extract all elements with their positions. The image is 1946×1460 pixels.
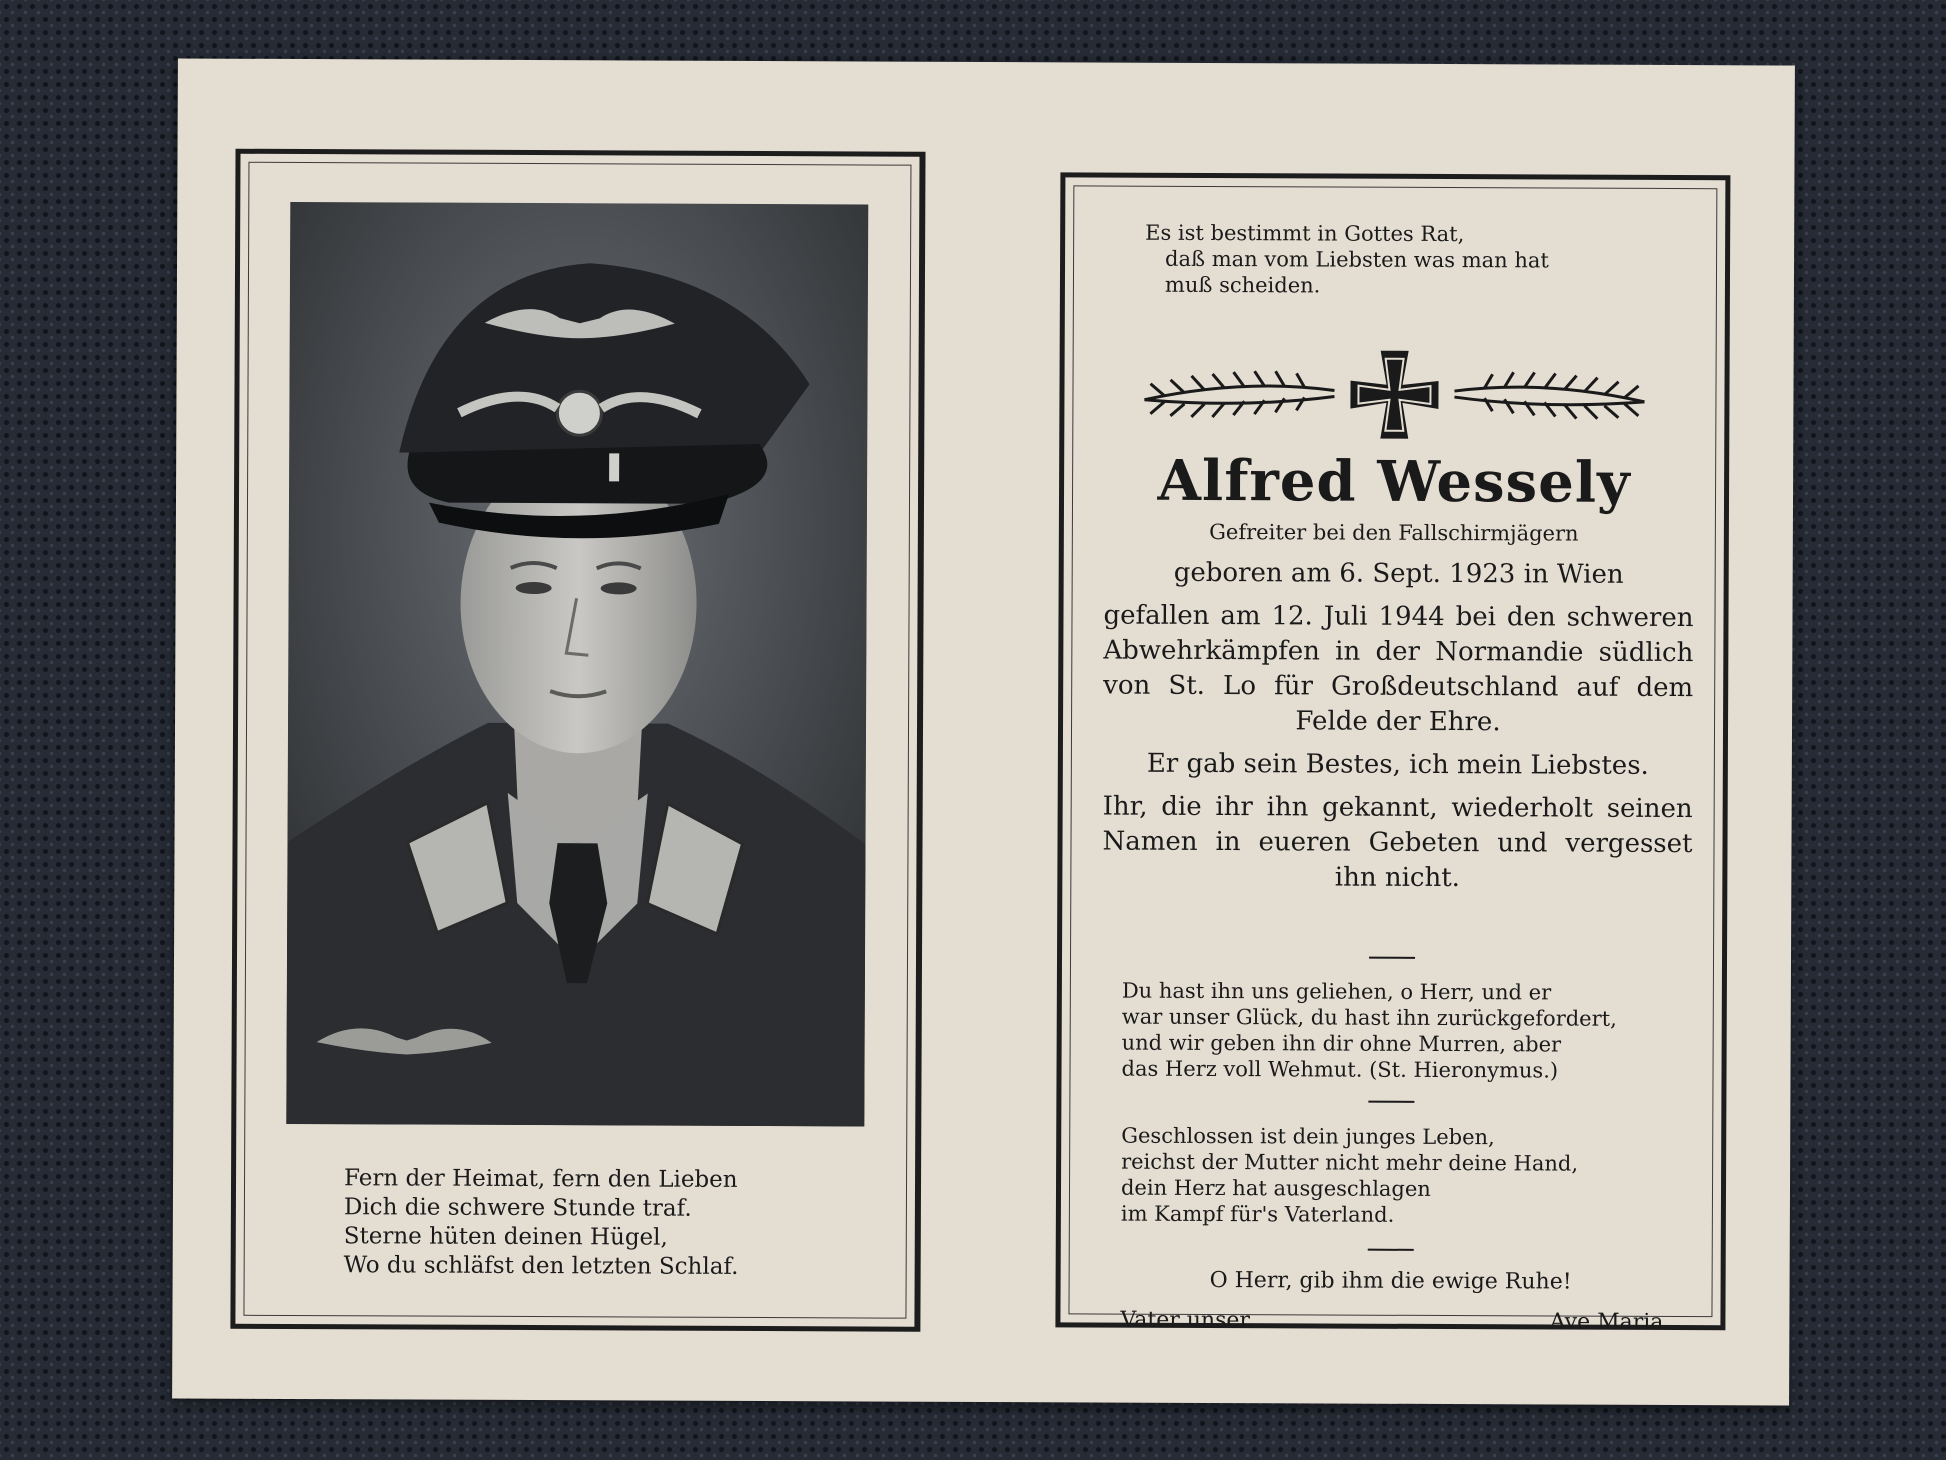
closing-left: Vater unser. (1120, 1307, 1255, 1334)
hieronymus-quote (1121, 978, 1681, 1084)
divider (1368, 1249, 1414, 1251)
iron-cross-emblem (1064, 337, 1724, 440)
quote-line: das Herz voll Wehmut. (St. Hieronymus.) (1121, 1056, 1559, 1083)
closing-right: Ave Maria. (1549, 1309, 1671, 1336)
death-paragraph: gefallen am 12. Juli 1944 bei den schweren Abwehrkämpfen in der Normandie südlich von St. Lo für Großdeutschland auf dem Felde der Ehre. (1103, 600, 1694, 738)
portrait-panel (230, 149, 925, 1332)
verse-line: Dich die schwere Stunde traf. (343, 1194, 692, 1222)
left-verse (344, 1164, 845, 1282)
prayer-line: O Herr, gib ihm die ewige Ruhe! (1209, 1267, 1572, 1295)
verse-line: Fern der Heimat, fern den Lieben (343, 1165, 738, 1193)
closing-prayers (1120, 1308, 1670, 1335)
divider (1368, 1101, 1414, 1103)
text-panel (1055, 172, 1730, 1336)
quote-line: im Kampf für's Vaterland. (1120, 1201, 1395, 1227)
portrait-icon (286, 202, 868, 1127)
remember-paragraph: Ihr, die ihr ihn gekannt, wiederholt seinen Namen in eueren Gebeten und vergesset ihn nicht. (1102, 791, 1693, 894)
biography (1102, 556, 1694, 906)
quote-line: war unser Glück, du hast ihn zurückgefordert, (1121, 1004, 1617, 1031)
quote-line: Du hast ihn uns geliehen, o Herr, und er (1121, 978, 1552, 1005)
deceased-name: Alfred Wessely (1157, 447, 1631, 516)
quote-line: reichst der Mutter nicht mehr deine Hand, (1121, 1149, 1579, 1176)
verse-quote (1121, 1123, 1681, 1229)
memorial-card (172, 58, 1795, 1405)
motto-line: Es ist bestimmt in Gottes Rat, (1145, 220, 1465, 247)
birth-line: geboren am 6. Sept. 1923 in Wien (1173, 557, 1624, 590)
best-line: Er gab sein Bestes, ich mein Liebstes. (1146, 748, 1649, 781)
motto (1145, 220, 1705, 300)
soldier-portrait-photo (286, 202, 868, 1127)
quote-line: dein Herz hat ausgeschlagen (1120, 1175, 1431, 1201)
motto-line: muß scheiden. (1164, 272, 1321, 298)
verse-line: Sterne hüten deinen Hügel, (343, 1223, 668, 1251)
quote-line: und wir geben ihn dir ohne Murren, aber (1121, 1030, 1562, 1057)
motto-line: daß man vom Liebsten was man hat (1165, 246, 1549, 273)
quote-line: Geschlossen ist dein junges Leben, (1121, 1123, 1495, 1150)
divider (1369, 957, 1415, 959)
rank-line: Gefreiter bei den Fallschirmjägern (1209, 519, 1579, 546)
verse-line: Wo du schläfst den letzten Schlaf. (343, 1252, 739, 1280)
iron-cross-icon (1064, 337, 1724, 440)
